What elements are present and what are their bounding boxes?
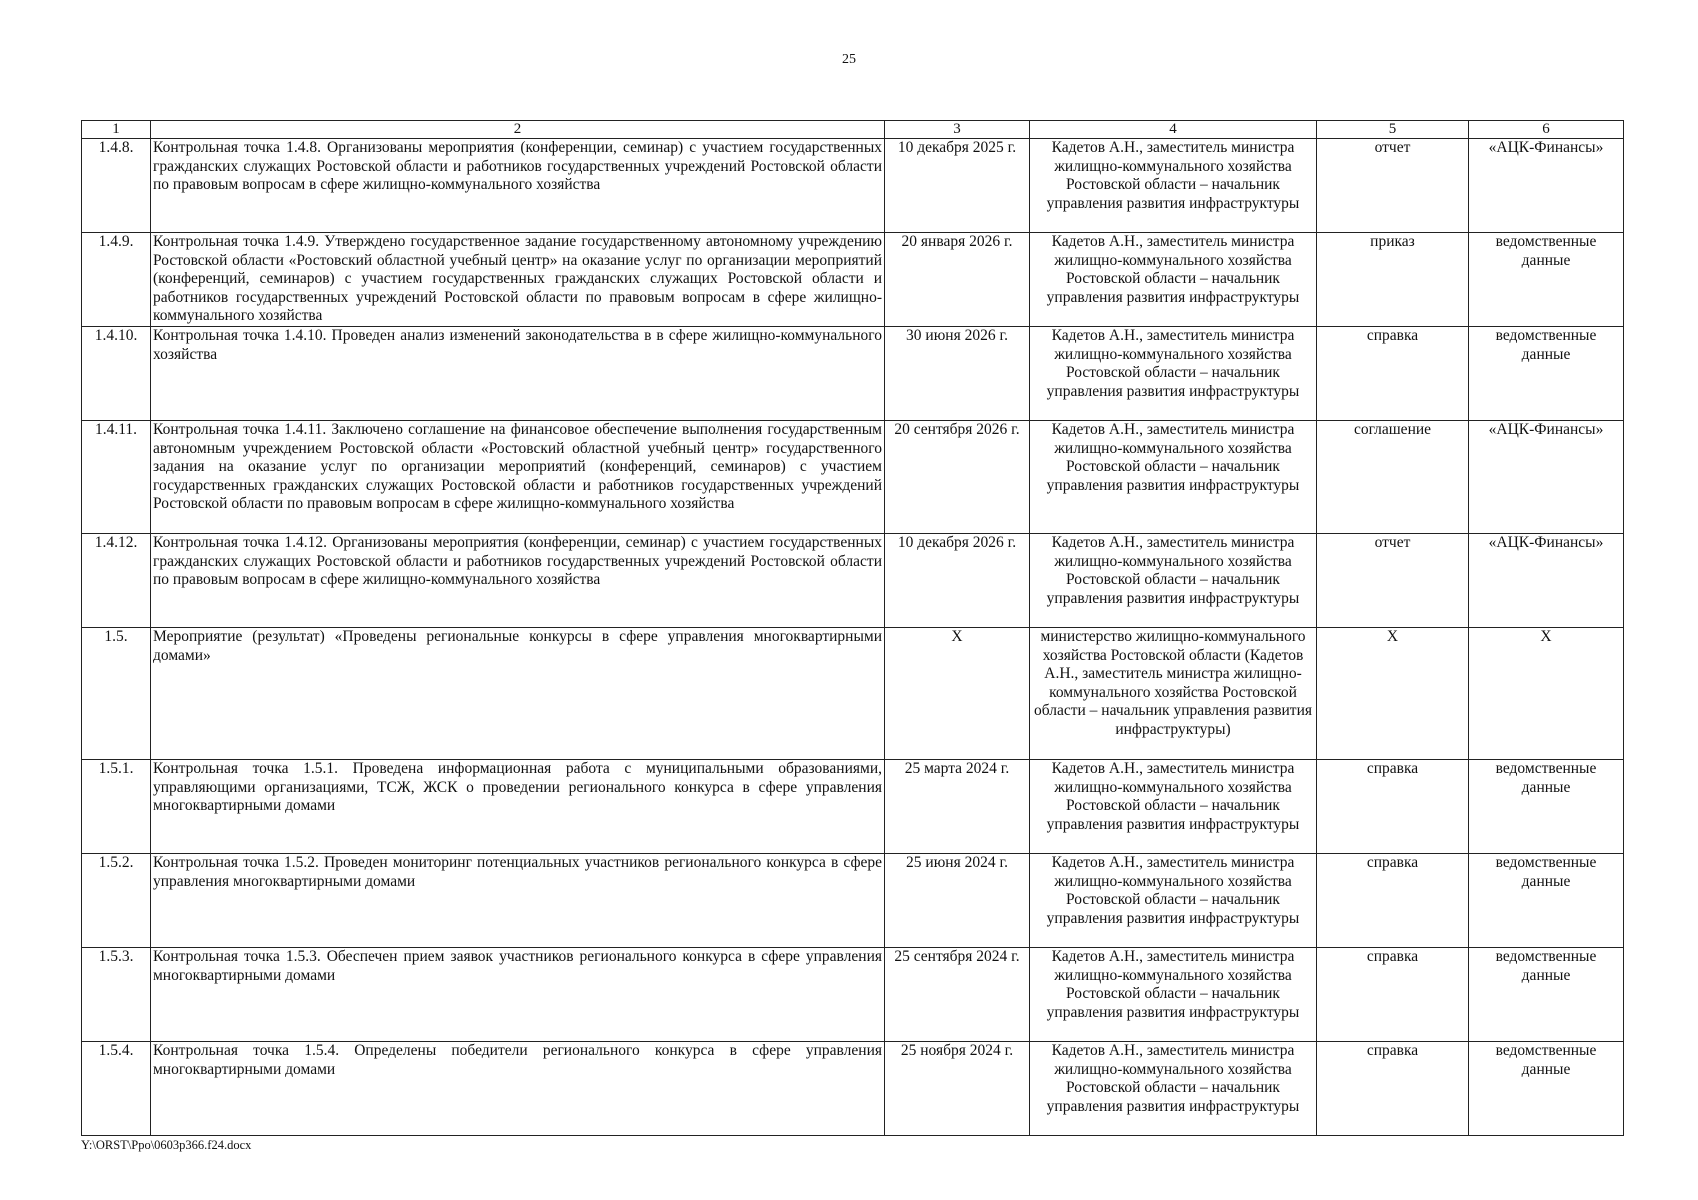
- row-number: 1.5.: [82, 628, 151, 760]
- row-source: «АЦК-Финансы»: [1469, 534, 1624, 628]
- row-description: Контрольная точка 1.5.4. Определены победители регионального конкурса в сфере управления многоквартирными домами: [151, 1042, 885, 1136]
- table-row: [82, 948, 1624, 1042]
- row-responsible: Кадетов А.Н., заместитель министра жилищно-коммунального хозяйства Ростовской области – начальник управления развития инфраструктуры: [1030, 854, 1317, 948]
- row-document: приказ: [1317, 233, 1469, 327]
- row-document: справка: [1317, 854, 1469, 948]
- row-description: Контрольная точка 1.4.12. Организованы мероприятия (конференции, семинар) с участием государственных гражданских служащих Ростовской области и работников государственных учреждений Ростовской области по правовым вопросам в сфере жилищно-коммунального хозяйства: [151, 534, 885, 628]
- row-responsible: Кадетов А.Н., заместитель министра жилищно-коммунального хозяйства Ростовской области – начальник управления развития инфраструктуры: [1030, 534, 1317, 628]
- row-responsible: Кадетов А.Н., заместитель министра жилищно-коммунального хозяйства Ростовской области – начальник управления развития инфраструктуры: [1030, 948, 1317, 1042]
- row-description: Контрольная точка 1.4.11. Заключено соглашение на финансовое обеспечение выполнения государственным автономным учреждением Ростовской области «Ростовский областной учебный центр» государственного задания на оказание услуг по организации мероприятий (конференций, семинаров) с участием государственных гражданских служащих Ростовской области и работников государственных учреждений Ростовской области по правовым вопросам в сфере жилищно-коммунального хозяйства: [151, 421, 885, 534]
- row-description: Контрольная точка 1.4.8. Организованы мероприятия (конференции, семинар) с участием государственных гражданских служащих Ростовской области и работников государственных учреждений Ростовской области по правовым вопросам в сфере жилищно-коммунального хозяйства: [151, 139, 885, 233]
- header-row: [82, 121, 1624, 139]
- row-number: 1.4.10.: [82, 327, 151, 421]
- row-responsible: Кадетов А.Н., заместитель министра жилищно-коммунального хозяйства Ростовской области – начальник управления развития инфраструктуры: [1030, 327, 1317, 421]
- row-description: Контрольная точка 1.4.9. Утверждено государственное задание государственному автономному учреждению Ростовской области «Ростовский областной учебный центр» на оказание услуг по организации мероприятий (конференций, семинаров) с участием государственных гражданских служащих Ростовской области и работников государственных учреждений Ростовской области по правовым вопросам в сфере жилищно-коммунального хозяйства: [151, 233, 885, 327]
- column-header-6: 6: [1469, 121, 1624, 139]
- table-row: [82, 421, 1624, 534]
- row-description: Контрольная точка 1.5.1. Проведена информационная работа с муниципальными образованиями, управляющими организациями, ТСЖ, ЖСК о проведении регионального конкурса в сфере управления многоквартирными домами: [151, 760, 885, 854]
- row-number: 1.5.4.: [82, 1042, 151, 1136]
- row-source: Х: [1469, 628, 1624, 760]
- table-row: [82, 854, 1624, 948]
- row-date: 10 декабря 2025 г.: [885, 139, 1030, 233]
- row-date: 20 сентября 2026 г.: [885, 421, 1030, 534]
- column-header-5: 5: [1317, 121, 1469, 139]
- row-source: ведомственные данные: [1469, 760, 1624, 854]
- table-row: [82, 139, 1624, 233]
- row-date: 25 марта 2024 г.: [885, 760, 1030, 854]
- row-number: 1.5.2.: [82, 854, 151, 948]
- column-header-3: 3: [885, 121, 1030, 139]
- row-date: Х: [885, 628, 1030, 760]
- row-responsible: Кадетов А.Н., заместитель министра жилищно-коммунального хозяйства Ростовской области – начальник управления развития инфраструктуры: [1030, 139, 1317, 233]
- file-path-footer: Y:\ORST\Ppo\0603p366.f24.docx: [81, 1138, 252, 1152]
- row-source: ведомственные данные: [1469, 233, 1624, 327]
- table-row: [82, 628, 1624, 760]
- row-number: 1.4.9.: [82, 233, 151, 327]
- row-number: 1.5.3.: [82, 948, 151, 1042]
- column-header-1: 1: [82, 121, 151, 139]
- row-date: 25 сентября 2024 г.: [885, 948, 1030, 1042]
- row-date: 30 июня 2026 г.: [885, 327, 1030, 421]
- row-responsible: Кадетов А.Н., заместитель министра жилищно-коммунального хозяйства Ростовской области – начальник управления развития инфраструктуры: [1030, 421, 1317, 534]
- row-description: Контрольная точка 1.4.10. Проведен анализ изменений законодательства в в сфере жилищно-коммунального хозяйства: [151, 327, 885, 421]
- table-row: [82, 233, 1624, 327]
- row-date: 10 декабря 2026 г.: [885, 534, 1030, 628]
- row-document: отчет: [1317, 534, 1469, 628]
- row-date: 25 июня 2024 г.: [885, 854, 1030, 948]
- row-source: «АЦК-Финансы»: [1469, 139, 1624, 233]
- column-header-2: 2: [151, 121, 885, 139]
- table-row: [82, 1042, 1624, 1136]
- row-document: отчет: [1317, 139, 1469, 233]
- row-source: ведомственные данные: [1469, 854, 1624, 948]
- row-number: 1.5.1.: [82, 760, 151, 854]
- row-responsible: Кадетов А.Н., заместитель министра жилищно-коммунального хозяйства Ростовской области – начальник управления развития инфраструктуры: [1030, 760, 1317, 854]
- row-document: Х: [1317, 628, 1469, 760]
- row-date: 20 января 2026 г.: [885, 233, 1030, 327]
- row-number: 1.4.8.: [82, 139, 151, 233]
- row-source: «АЦК-Финансы»: [1469, 421, 1624, 534]
- row-number: 1.4.11.: [82, 421, 151, 534]
- table-row: [82, 534, 1624, 628]
- row-source: ведомственные данные: [1469, 948, 1624, 1042]
- row-description: Контрольная точка 1.5.3. Обеспечен прием заявок участников регионального конкурса в сфере управления многоквартирными домами: [151, 948, 885, 1042]
- row-document: справка: [1317, 327, 1469, 421]
- table-row: [82, 760, 1624, 854]
- control-points-table: [81, 120, 1624, 1136]
- row-document: справка: [1317, 760, 1469, 854]
- row-description: Контрольная точка 1.5.2. Проведен мониторинг потенциальных участников регионального конкурса в сфере управления многоквартирными домами: [151, 854, 885, 948]
- row-number: 1.4.12.: [82, 534, 151, 628]
- row-responsible: министерство жилищно-коммунального хозяйства Ростовской области (Кадетов А.Н., заместитель министра жилищно-коммунального хозяйства Ростовской области – начальник управления развития инфраструктуры): [1030, 628, 1317, 760]
- table-row: [82, 327, 1624, 421]
- row-document: соглашение: [1317, 421, 1469, 534]
- page-number: 25: [842, 52, 856, 67]
- row-responsible: Кадетов А.Н., заместитель министра жилищно-коммунального хозяйства Ростовской области – начальник управления развития инфраструктуры: [1030, 233, 1317, 327]
- row-source: ведомственные данные: [1469, 327, 1624, 421]
- row-date: 25 ноября 2024 г.: [885, 1042, 1030, 1136]
- row-document: справка: [1317, 1042, 1469, 1136]
- row-responsible: Кадетов А.Н., заместитель министра жилищно-коммунального хозяйства Ростовской области – начальник управления развития инфраструктуры: [1030, 1042, 1317, 1136]
- row-document: справка: [1317, 948, 1469, 1042]
- row-description: Мероприятие (результат) «Проведены региональные конкурсы в сфере управления многоквартирными домами»: [151, 628, 885, 760]
- row-source: ведомственные данные: [1469, 1042, 1624, 1136]
- column-header-4: 4: [1030, 121, 1317, 139]
